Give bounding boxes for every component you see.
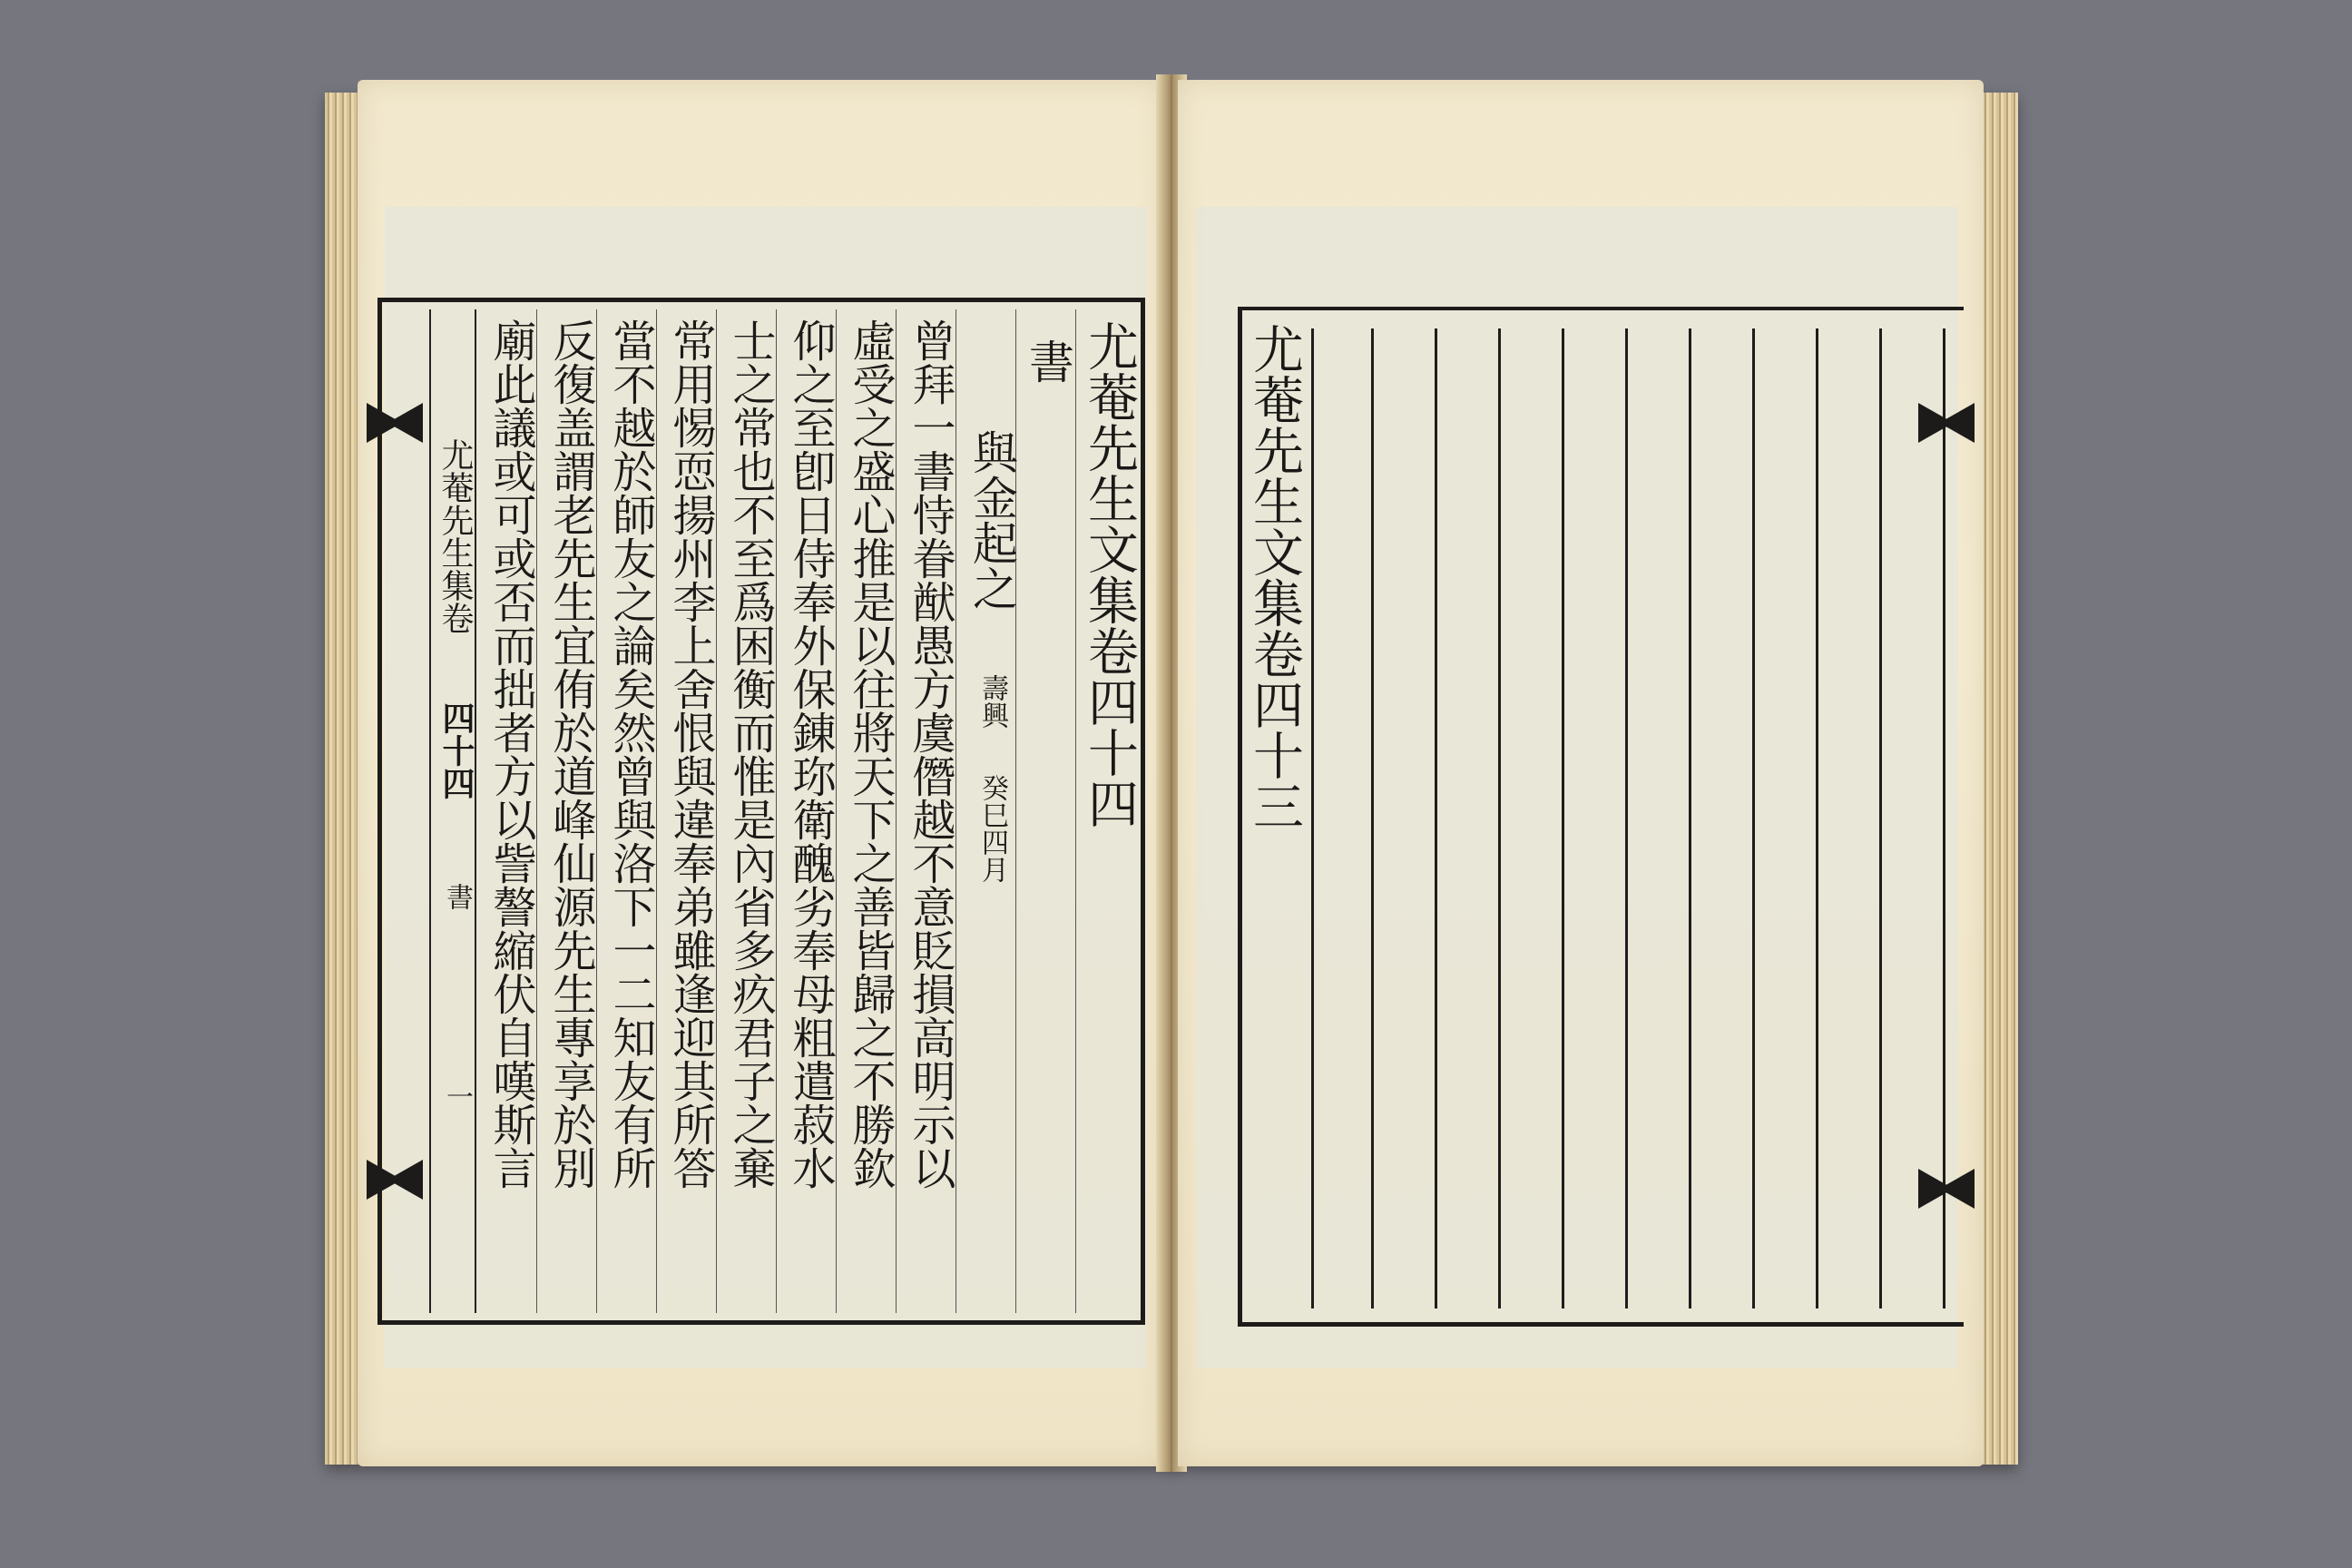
body-column-6: 當不越於師友之論矣然曾與洛下一二知友有所 [605,318,656,1190]
body-column-5: 常用惕恧揚州李上舍恨與違奉弟雖逢迎其所答 [665,318,716,1190]
body-column-2: 虛受之盛心推是以往將天下之善皆歸之不勝欽 [845,318,896,1190]
volume-title-right: 尤菴先生文集卷四十三 [1245,323,1304,831]
letter-note-place: 壽興 [976,674,1008,729]
column-rule [1435,328,1437,1308]
column-rule [1816,328,1818,1308]
column-rule [1311,328,1314,1308]
column-rule [1625,328,1628,1308]
body-column-7: 反復盖謂老先生宜侑於道峰仙源先生專享於別 [545,318,596,1190]
column-rule [1879,328,1882,1308]
fold-column-section: 書 [441,883,473,910]
right-page [1178,80,1984,1466]
body-column-4: 士之常也不至爲困衡而惟是內省多疚君子之棄 [725,318,776,1190]
column-rule [1943,328,1945,1308]
column-rule [1075,309,1076,1313]
open-book [325,74,2018,1472]
section-heading: 書 [1022,338,1074,384]
letter-heading: 與金起之 [965,429,1018,611]
fold-column-title: 尤菴先生集卷 [436,438,474,634]
column-rule [1371,328,1374,1308]
fold-column-line [475,309,476,1313]
column-rule [1752,328,1755,1308]
column-rule [1689,328,1691,1308]
body-column-8: 廟此議或可或否而拙者方以訾謷縮伏自嘆斯言 [485,318,536,1190]
body-column-1: 曾拜一書恃眷猷愚方虞僭越不意貶損高明示以 [905,318,956,1190]
fold-column-line [429,309,431,1313]
right-page-frame [1238,307,1964,1327]
fold-column-volume: 四十四 [437,701,475,799]
left-page-frame [377,298,1145,1325]
left-page [358,80,1163,1466]
column-rule [1562,328,1564,1308]
letter-note-date: 癸巳四月 [976,774,1008,883]
body-column-3: 仰之至卽日侍奉外保錬珎衛醜劣奉母粗遣菽水 [785,318,836,1190]
column-rule [1498,328,1501,1308]
fold-column-page-number: 一 [441,1083,473,1110]
volume-title: 尤菴先生文集卷四十四 [1080,320,1139,828]
